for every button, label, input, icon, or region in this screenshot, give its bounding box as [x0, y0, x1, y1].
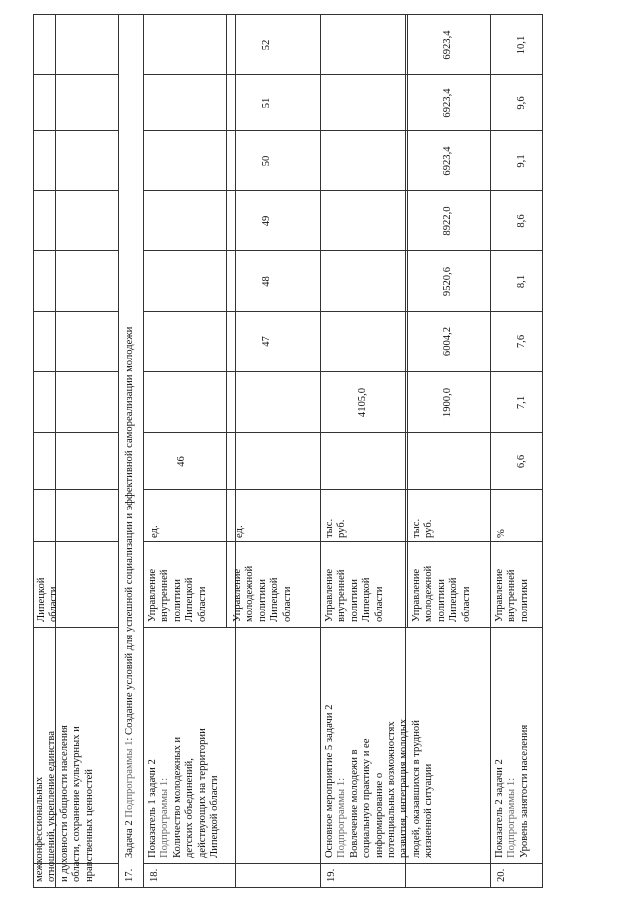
row-cont-exec — [36, 542, 61, 622]
text-line: Показатель 1 задачи 2 — [147, 759, 158, 858]
text-line: политики — [171, 579, 183, 622]
row-cont-name — [34, 646, 96, 882]
text-line: нравственных ценностей — [83, 769, 95, 882]
text-line: внутренней — [506, 569, 518, 622]
text-line: политики — [435, 579, 447, 622]
col-line — [143, 130, 543, 131]
row-20-value-1: 7,1 — [516, 395, 527, 410]
text-line: области — [196, 586, 208, 622]
col-line — [33, 627, 118, 628]
row-17-task — [124, 327, 136, 858]
col-line — [33, 74, 118, 75]
row-line — [143, 15, 144, 888]
text-line: Подпрограммы 1: — [159, 777, 171, 858]
text-line: тыс. — [324, 518, 335, 538]
col-line — [33, 489, 118, 490]
text-line: Основное мероприятие 5 задачи 2 — [324, 704, 335, 858]
col-line — [33, 130, 118, 131]
row-19-exec-1 — [324, 542, 386, 622]
text-line: социальную практику и ее — [361, 738, 373, 858]
text-line: внутренней — [159, 569, 171, 622]
text-line: Уровень занятости населения — [518, 724, 530, 858]
rotated-table-page — [33, 15, 543, 888]
text-line: Липецкой — [36, 577, 47, 622]
table-border — [33, 14, 543, 15]
col-line — [143, 863, 543, 864]
col-line — [143, 371, 543, 372]
row-20-value-7: 10,1 — [516, 35, 527, 55]
col-line — [33, 311, 118, 312]
text-line: людей, оказавшихся в трудной — [410, 720, 422, 858]
row-line — [226, 15, 227, 628]
row-20-value-4: 8,6 — [516, 214, 527, 228]
row-20-number: 20. — [496, 868, 507, 882]
row-line — [118, 15, 119, 888]
row-20-value-5: 9,1 — [516, 154, 527, 168]
text-line: Липецкой — [184, 577, 196, 622]
text-line: межконфессиональных — [34, 776, 45, 882]
text-line: Подпрограммы 1: — [336, 777, 348, 858]
text-line: развития, интеграция молодых — [398, 718, 410, 858]
row-19-unit-1 — [324, 492, 349, 538]
row-18-value-y1: 47 — [261, 336, 272, 347]
col-line — [143, 627, 543, 628]
col-line — [33, 190, 118, 191]
col-line — [33, 432, 118, 433]
text-line: Липецкой области — [209, 775, 221, 858]
table-border — [542, 15, 543, 888]
row-18-value-y5: 51 — [261, 97, 272, 109]
row-18-exec-1 — [147, 542, 209, 622]
col-line — [143, 311, 543, 312]
row-19-value-y6: 6923,4 — [442, 88, 453, 118]
row-line — [235, 15, 236, 888]
col-line — [143, 250, 543, 251]
col-line — [143, 74, 543, 75]
text-line: области — [373, 586, 385, 622]
col-line — [143, 489, 543, 490]
table-border — [33, 887, 543, 888]
subprogram-label: Подпрограммы 1 — [124, 740, 135, 818]
text-line: Вовлечение молодежи в — [348, 749, 360, 858]
text-line: Количество молодежных и — [171, 736, 183, 858]
row-19-value-2016a: 4105,0 — [357, 387, 368, 418]
col-line — [143, 432, 543, 433]
text-line: руб. — [423, 519, 435, 538]
text-line: и духовности общности населения — [58, 725, 70, 882]
row-18-unit-2: ед. — [234, 525, 245, 538]
text-line: Липецкой — [361, 577, 373, 622]
text-line: Показатель 2 задачи 2 — [494, 759, 505, 858]
text-line: области, сохранение культурных и — [71, 726, 83, 882]
row-line — [490, 15, 491, 888]
row-18-value-y6: 52 — [261, 39, 272, 51]
row-20-exec — [494, 542, 531, 622]
row-18-unit-1: ед. — [149, 525, 160, 538]
row-20-value-2: 7,6 — [516, 334, 527, 349]
text-line: внутренней — [336, 569, 348, 622]
row-18-value-y2: 48 — [261, 276, 272, 287]
task-title: : Создание условий для успешной социализации и эффективной самореализации молодежи — [124, 326, 135, 741]
text-line: Липецкой — [269, 577, 281, 622]
col-line — [33, 250, 118, 251]
text-line: Управление — [494, 568, 505, 622]
row-19-number: 19. — [326, 868, 337, 882]
text-line: Управление — [324, 568, 335, 622]
row-19-value-y4: 8922,0 — [442, 206, 453, 236]
task-label: Задача 2 — [124, 817, 135, 858]
text-line: политики — [518, 579, 530, 622]
row-line — [320, 15, 321, 888]
row-19-value-y1: 1900,0 — [442, 387, 453, 418]
text-line: детских объединений, — [184, 758, 196, 858]
row-18-number: 18. — [149, 868, 160, 882]
row-18-exec-2 — [232, 542, 294, 622]
row-20-value-0: 6,6 — [516, 454, 527, 469]
row-17-number: 17. — [124, 868, 135, 882]
row-19-value-y5: 6923,4 — [442, 146, 453, 176]
row-19-name — [324, 632, 436, 858]
text-line: Подпрограммы 1: — [506, 777, 518, 858]
row-20-value-6: 9,6 — [516, 96, 527, 110]
text-line: Управление — [147, 568, 158, 622]
text-line: тыс. — [411, 518, 422, 538]
text-line: молодежной — [423, 565, 435, 622]
text-line: Липецкой — [448, 577, 460, 622]
row-18-value-y4: 50 — [261, 155, 272, 167]
row-19-value-y7: 6923,4 — [442, 30, 453, 60]
row-18-value-base: 46 — [176, 456, 187, 467]
row-line — [407, 15, 408, 628]
row-19-value-y3: 9520,6 — [442, 266, 453, 297]
row-20-value-3: 8,1 — [516, 274, 527, 289]
text-line: политики — [256, 579, 268, 622]
text-line: области — [48, 586, 60, 622]
text-line: области — [281, 586, 293, 622]
row-18-name — [147, 632, 221, 858]
text-line: Управление — [411, 568, 422, 622]
text-line: информирование о — [373, 772, 385, 858]
row-20-name — [494, 632, 531, 858]
text-line: молодежной — [244, 565, 256, 622]
row-19-value-y2: 6004,2 — [442, 326, 453, 357]
text-line: Управление — [232, 568, 243, 622]
table-region — [33, 15, 543, 888]
row-19-exec-2 — [411, 542, 473, 622]
text-line: отношений, укрепление единства — [46, 731, 58, 882]
text-line: области — [460, 586, 472, 622]
text-line: жизненной ситуации — [423, 763, 435, 858]
row-20-unit: % — [496, 529, 507, 538]
text-line: политики — [348, 579, 360, 622]
text-line: действующих на территории — [196, 728, 208, 858]
col-line — [33, 371, 118, 372]
row-18-value-y3: 49 — [261, 215, 272, 227]
col-line — [143, 190, 543, 191]
text-line: руб. — [336, 519, 348, 538]
row-19-unit-2 — [411, 492, 436, 538]
text-line: потенциальных возможностях — [386, 721, 398, 858]
